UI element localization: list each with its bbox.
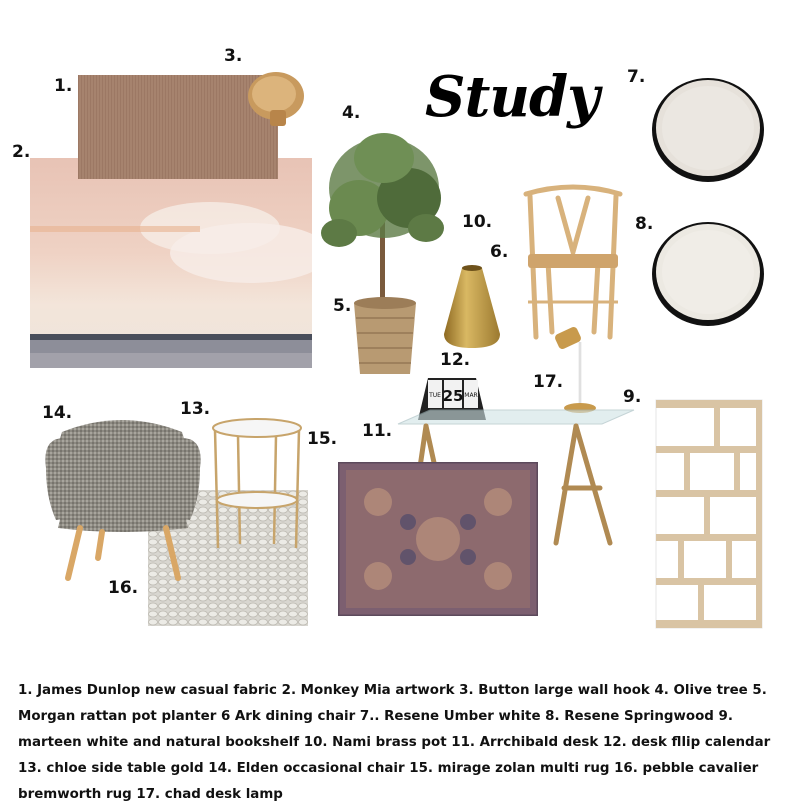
label-3: 3. — [224, 46, 243, 66]
label-13: 13. — [180, 399, 211, 419]
calendar-day: TUE — [429, 392, 441, 399]
label-16: 16. — [108, 578, 139, 598]
olive-tree-image — [314, 128, 454, 380]
label-9: 9. — [623, 387, 642, 407]
paint-umber-white-image — [650, 78, 768, 188]
label-15: 15. — [307, 429, 338, 449]
label-10: 10. — [462, 212, 493, 232]
label-11: 11. — [362, 421, 393, 441]
label-6: 6. — [490, 242, 509, 262]
label-5: 5. — [333, 296, 352, 316]
paint-springwood-image — [650, 222, 768, 332]
board-title: Study — [425, 64, 599, 130]
label-8: 8. — [635, 214, 654, 234]
calendar-date: 25 — [442, 387, 464, 405]
items-caption: 1. James Dunlop new casual fabric 2. Monkey Mia artwork 3. Button large wall hook 4. Olive tree 5. Morgan rattan pot planter 6 Ark dining chair 7.. Resene Umber white 8. Resene Springwood 9. marteen white and natural bookshelf 10. Nami brass pot 11. Arrchibald desk 12. desk fllip calendar 13. chloe side table gold 14. Elden occasional chair 15. mirage zolan multi rug 16. pebble cavalier bremworth rug 17. chad desk lamp — [18, 683, 771, 802]
brass-pot-image — [440, 264, 504, 352]
wall-hook-image — [244, 66, 308, 130]
label-2: 2. — [12, 142, 31, 162]
zolan-rug-image — [338, 462, 538, 616]
label-12: 12. — [440, 350, 471, 370]
rattan-planter-image — [354, 297, 416, 374]
dining-chair-image — [518, 182, 628, 340]
calendar-month: MAR — [464, 392, 478, 399]
label-17: 17. — [533, 372, 564, 392]
desk-lamp-image — [552, 322, 612, 414]
label-14: 14. — [42, 403, 73, 423]
label-7: 7. — [627, 67, 646, 87]
side-table-image — [210, 418, 304, 552]
artwork-image — [30, 158, 312, 368]
bookshelf-image — [654, 398, 764, 630]
label-4: 4. — [342, 103, 361, 123]
occasional-chair-image — [42, 408, 204, 586]
label-1: 1. — [54, 76, 73, 96]
